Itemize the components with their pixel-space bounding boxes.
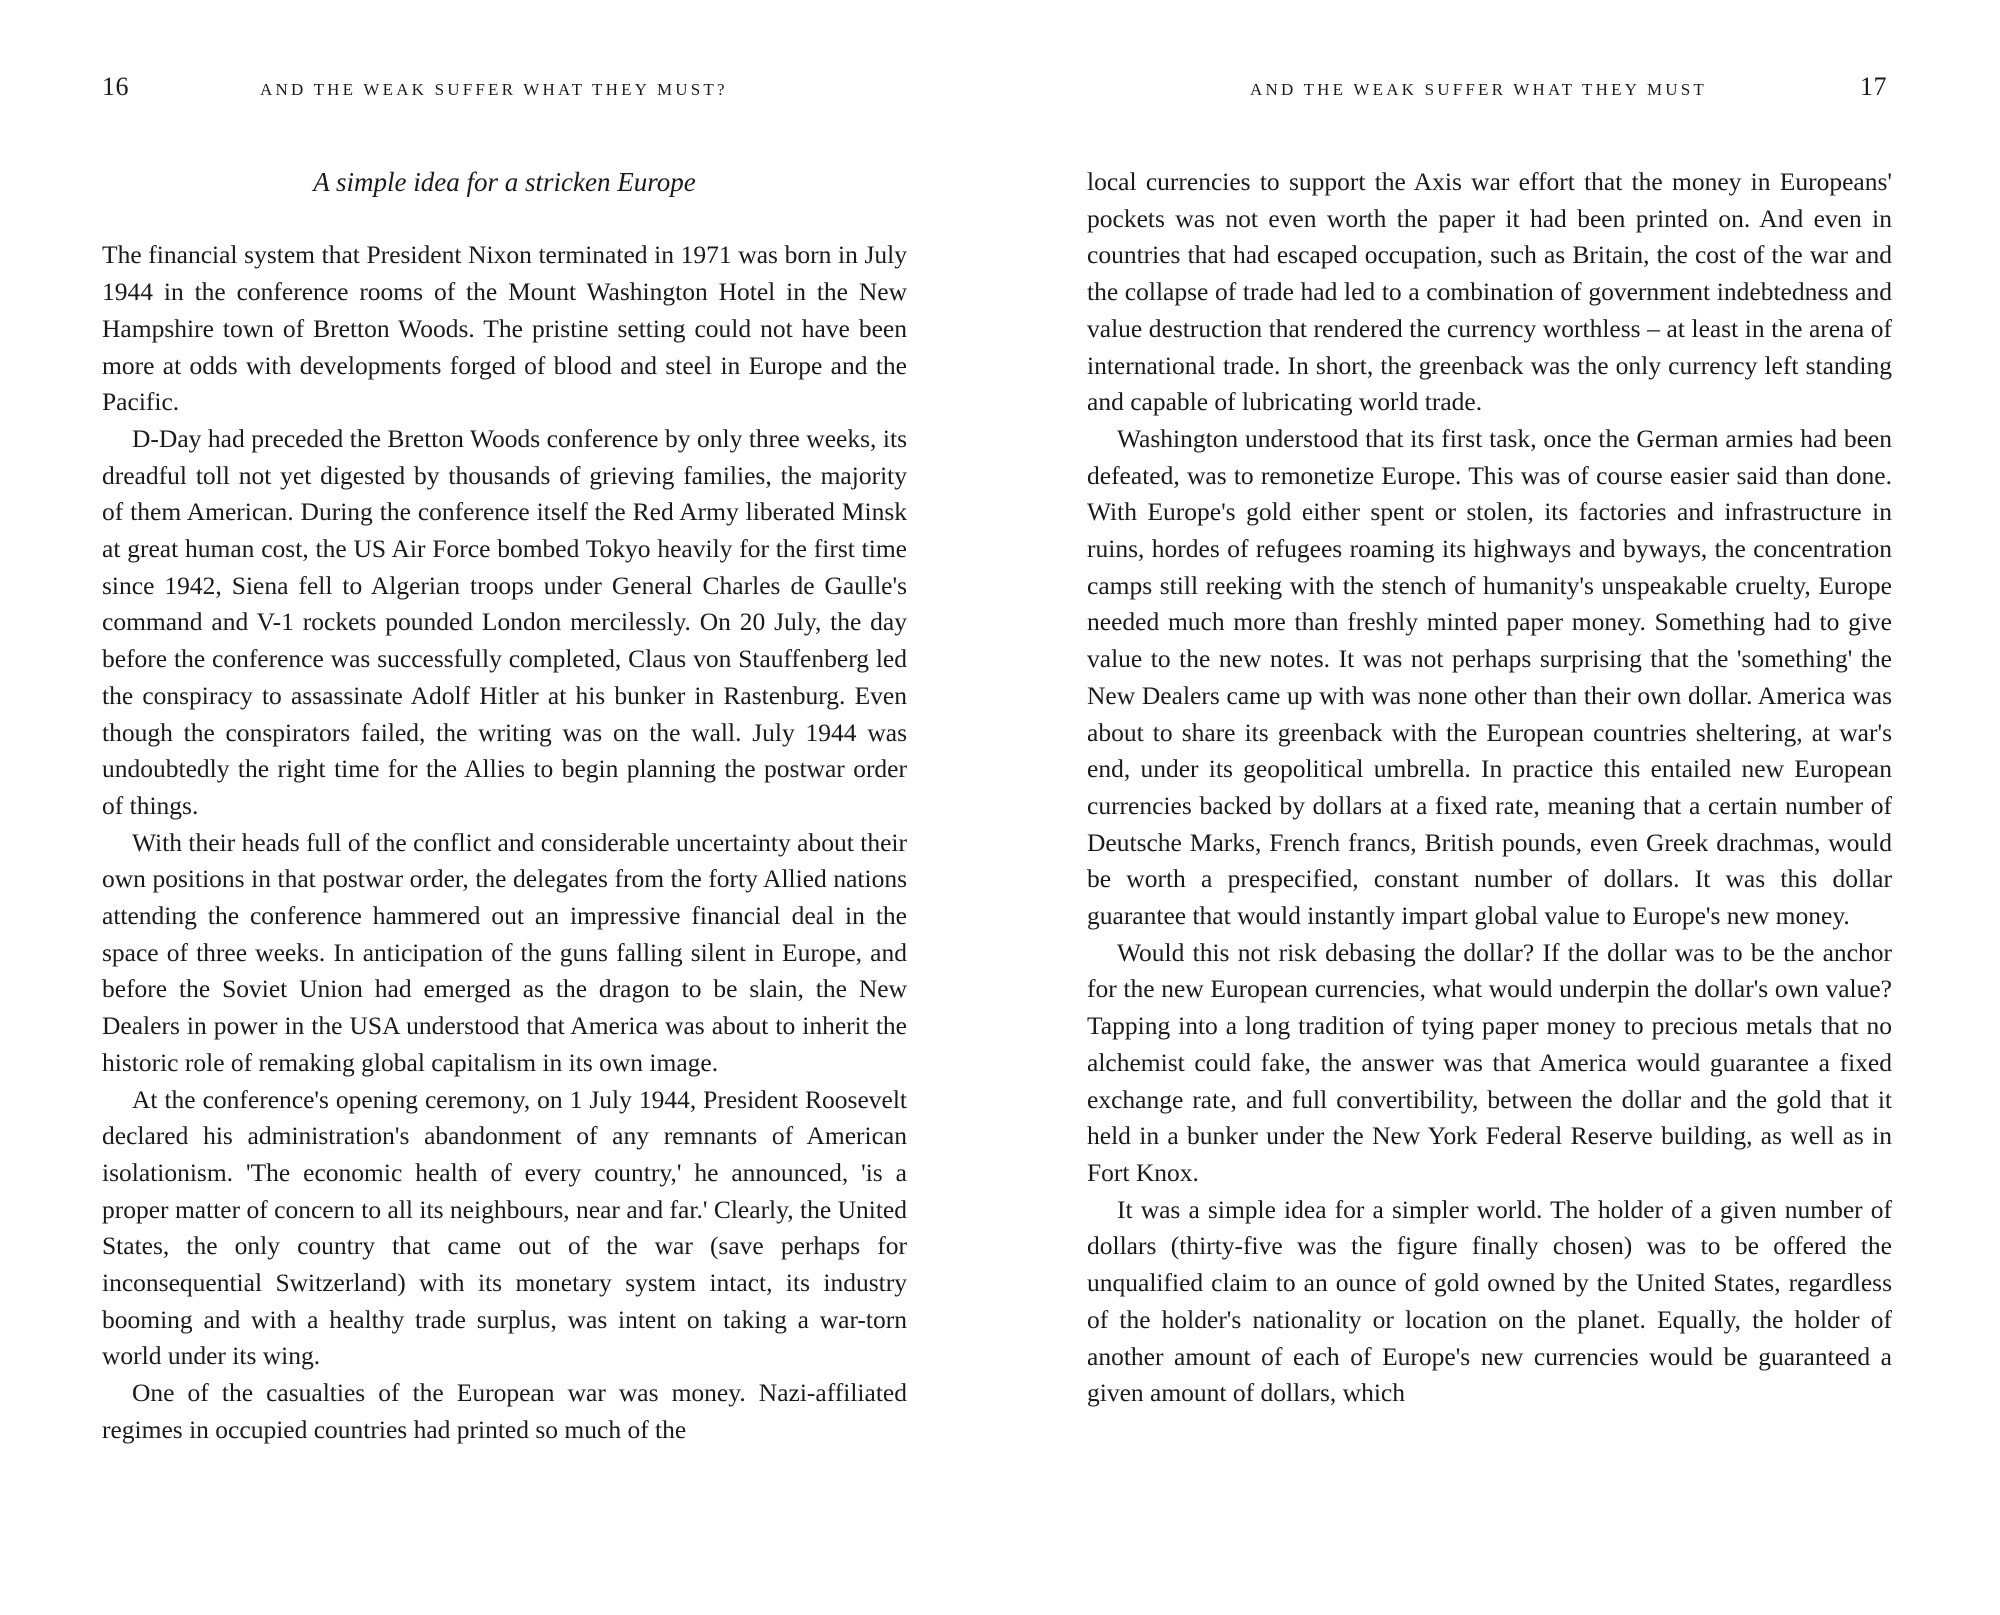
paragraph: At the conference's opening ceremony, on 1 July 1944, President Roosevelt declared his administration's abandonment of any remnants of American isolationism. 'The economic health of every country,' he announced, 'is a proper matter of concern to all its neighbours, near and far.' Clearly, the United States, the only country that came out of the war (save perhaps for inconsequential Switzerland) with its monetary system intact, its industry booming and with a healthy trade surplus, was intent on taking a war-torn world under its wing.: [102, 1084, 907, 1371]
running-head: AND THE WEAK SUFFER WHAT THEY MUST: [1250, 80, 1708, 99]
body-text: [102, 164, 907, 1449]
paragraph: local currencies to support the Axis war effort that the money in Europeans' pockets was not even worth the paper it had been printed on. And even in countries that had escaped occupation, such as Britain, the cost of the war and the collapse of trade had led to a combination of government indebtedness and value destruction that rendered the currency worthless – at least in the arena of international trade. In short, the greenback was the only currency left standing and capable of lubricating world trade.: [1087, 167, 1892, 417]
page-number: 17: [1860, 72, 1887, 101]
body-text: [1087, 164, 1892, 1412]
running-head: AND THE WEAK SUFFER WHAT THEY MUST?: [260, 80, 728, 99]
paragraph: One of the casualties of the European war was money. Nazi-affiliated regimes in occupied countries had printed so much of the: [102, 1378, 907, 1444]
paragraph: It was a simple idea for a simpler world. The holder of a given number of dollars (thirty-five was the figure finally chosen) was to be offered the unqualified claim to an ounce of gold owned by the United States, regardless of the holder's nationality or location on the planet. Equally, the holder of another amount of each of Europe's new currencies would be guaranteed a given amount of dollars, which: [1087, 1194, 1892, 1408]
paragraph: With their heads full of the conflict and considerable uncertainty about their own positions in that postwar order, the delegates from the forty Allied nations attending the conference hammered out an impressive financial deal in the space of three weeks. In anticipation of the guns falling silent in Europe, and before the Soviet Union had emerged as the dragon to be slain, the New Dealers in power in the USA understood that America was about to inherit the historic role of remaking global capitalism in its own image.: [102, 827, 907, 1077]
paragraph: Washington understood that its first task, once the German armies had been defeated, was to remonetize Europe. This was of course easier said than done. With Europe's gold either spent or stolen, its factories and infrastructure in ruins, hordes of refugees roaming its highways and byways, the concentration camps still reeking with the stench of humanity's unspeakable cruelty, Europe needed much more than freshly minted paper money. Something had to give value to the new notes. It was not perhaps surprising that the 'something' the New Dealers came up with was none other than their own dollar. America was about to share its greenback with the European countries sheltering, at war's end, under its geopolitical umbrella. In practice this entailed new European currencies backed by dollars at a fixed rate, meaning that a certain number of Deutsche Marks, French francs, British pounds, even Greek drachmas, would be worth a prespecified, constant number of dollars. It was this dollar guarantee that would instantly impart global value to Europe's new money.: [1087, 423, 1892, 931]
paragraph: The financial system that President Nixon terminated in 1971 was born in July 1944 in the conference rooms of the Mount Washington Hotel in the New Hampshire town of Bretton Woods. The pristine setting could not have been more at odds with developments forged of blood and steel in Europe and the Pacific.: [102, 240, 907, 417]
page-number: 16: [102, 72, 129, 101]
right-page: [1000, 0, 2000, 1615]
paragraph: Would this not risk debasing the dollar? If the dollar was to be the anchor for the new European currencies, what would underpin the dollar's own value? Tapping into a long tradition of tying paper money to precious metals that no alchemist could fake, the answer was that America would guarantee a fixed exchange rate, and full convertibility, between the dollar and the gold that it held in a bunker under the New York Federal Reserve building, as well as in Fort Knox.: [1087, 937, 1892, 1187]
section-heading: A simple idea for a stricken Europe: [313, 167, 696, 197]
paragraph: D-Day had preceded the Bretton Woods conference by only three weeks, its dreadful toll not yet digested by thousands of grieving families, the majority of them American. During the conference itself the Red Army liberated Minsk at great human cost, the US Air Force bombed Tokyo heavily for the first time since 1942, Siena fell to Algerian troops under General Charles de Gaulle's command and V-1 rockets pounded London mercilessly. On 20 July, the day before the conference was successfully completed, Claus von Stauffenberg led the conspiracy to assassinate Adolf Hitler at his bunker in Rastenburg. Even though the conspirators failed, the writing was on the wall. July 1944 was undoubtedly the right time for the Allies to begin planning the postwar order of things.: [102, 423, 907, 820]
